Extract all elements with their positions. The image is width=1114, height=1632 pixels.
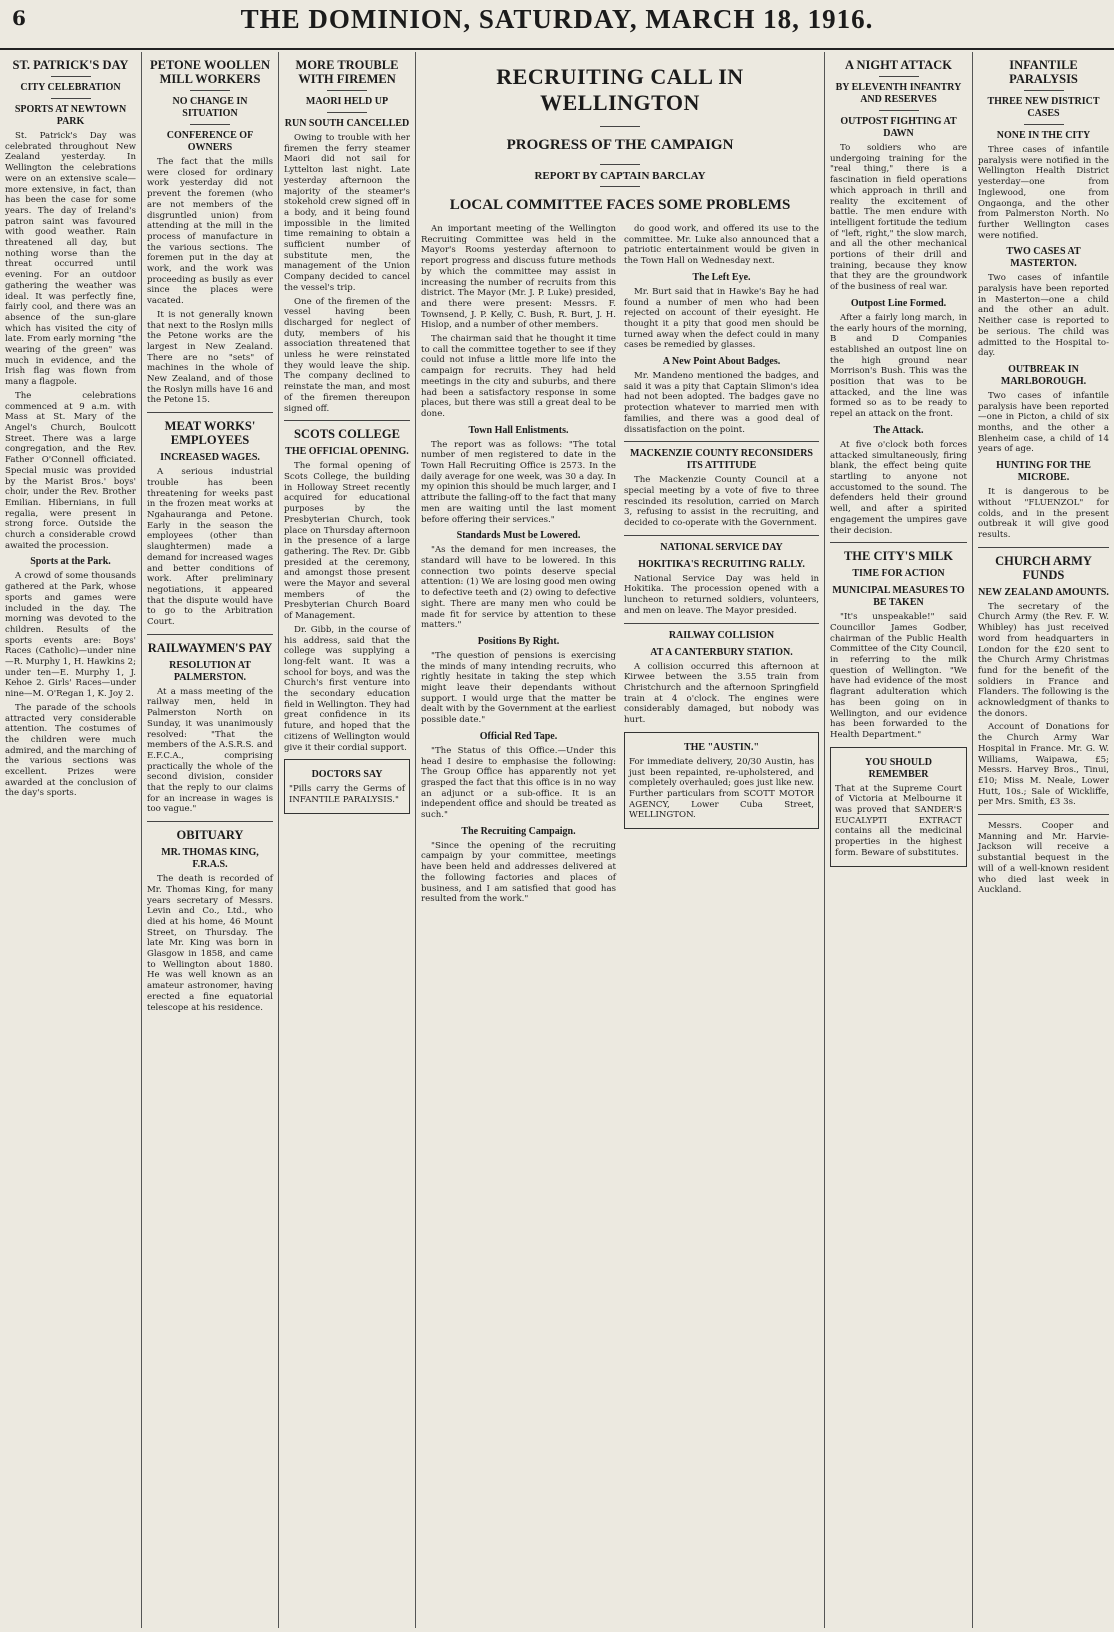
article-paragraph: "It's unspeakable!" said Councillor James Godber, chairman of the Public Health Committee of the City Council, in referring to the milk question of Wellington. "We have had evidence of the most flagrant adulteration which has been going on in Wellington, and our evidence has been forwarded to the Health Department." [830,612,967,740]
article-subheading: HOKITIKA'S RECRUITING RALLY. [638,558,805,570]
section-subheading: Official Red Tape. [479,730,558,742]
article-subheading: CITY CELEBRATION [20,82,121,93]
ad-heading: THE "AUSTIN." [683,741,759,753]
divider [879,110,919,111]
divider [51,98,91,99]
article-paragraph: Two cases of infantile paralysis have been reported in Masterton—one a child and the other an adult. Neither case is reported to be serious. The child was admitted to the Hospital to-day. [978,273,1109,359]
divider [624,441,819,442]
article-paragraph: Dr. Gibb, in the course of his address, said that the college was supplying a long-felt want. It was a school for boys, and was the Church's first venture into the secondary education field in Wellington. They had great confidence in its future, and hoped that the citizens of Wellington would give it their cordial support. [284,624,410,753]
article-paragraph: "The question of pensions is exercising the minds of many intending recruits, who rightly hesitate in taking the step which might leave their dependants without support. I would urge that the matter be dealt with by the Government at the earliest possible date." [421,650,616,726]
divider [600,164,640,165]
article-subheading: MAORI HELD UP [305,96,389,107]
article-paragraph: Mr. Mandeno mentioned the badges, and said it was a pity that Captain Slimon's idea had not been adopted. The badges gave no protection whatever to married men with families, and there was a good deal of dissatisfaction on the point. [624,371,819,435]
section-subheading: HUNTING FOR THE MICROBE. [996,460,1091,484]
article-heading: MEAT WORKS' EMPLOYEES [164,419,256,448]
section-subheading: The Left Eye. [692,271,751,283]
divider [190,90,230,91]
article-paragraph: At five o'clock both forces attacked simultaneously, firing blank, the effect being quite startling to anyone not accustomed to the sound. The defenders held their ground well, and after a spirited engagement the umpires gave their decision. [830,439,967,536]
article-subheading: INCREASED WAGES. [160,452,260,464]
divider [147,634,273,635]
article-paragraph: The formal opening of Scots College, the building in Holloway Street recently acquired for educational purposes by the Presbyterian Church, took place on Thursday afternoon in the presence of a large gathering. The Rev. Dr. Gibb presided at the ceremony, and amongst those present were the Mayor and several members of the Presbyterian Church Board of Management. [284,461,410,622]
section-subheading: Outpost Line Formed. [850,297,947,309]
ad-text: For immediate delivery, 20/30 Austin, has just been repainted, re-upholstered, and completely overhauled; goes just like new. Further particulars from SCOTT MOTOR AGENCY, Lower Cuba Street, WELLINGTON. [629,756,814,821]
advertisement [830,747,967,867]
article-paragraph: The chairman said that he thought it time to call the committee together to see if they could not infuse a little more life into the campaign for recruits. They had held meetings in the city and suburbs, and there had been a satisfactory response in some places, but there was still a great deal to be done. [421,334,616,419]
article-paragraph: Mr. Burt said that in Hawke's Bay he had found a number of men who had been rejected on account of their eyesight. He thought it a pity that good men should be turned away when the defect could in many cases be remedied by glasses. [624,286,819,351]
article-heading: A NIGHT ATTACK [845,58,952,72]
article-paragraph: At a mass meeting of the railway men, held in Palmerston North on Sunday, it was unanimously resolved: "That the members of the A.S.R.S. and E.F.C.A., comprising practically the whole of the second division, consider that the reply to our claims for an increase in wages is too vague." [147,686,273,815]
article-subheading: CONFERENCE OF OWNERS [166,130,254,153]
article-paragraph: A collision occurred this afternoon at Kirwee between the 3.55 train from Christchurch and the afternoon Springfield train at 4 o'clock. The engines were considerably damaged, but nobody was hurt. [624,661,819,726]
article-subheading: MR. THOMAS KING, F.R.A.S. [161,847,259,871]
section-subheading: TWO CASES AT MASTERTON. [1006,246,1081,270]
article-heading: SCOTS COLLEGE [294,427,400,442]
article-paragraph: The Mackenzie County Council at a special meeting by a vote of five to three rescinded its resolution, carried on March 3, refusing to assist in the recruiting, and decided to co-operate with the Government. [624,475,819,529]
article-paragraph: Account of Donations for the Church Army War Hospital in France. Mr. G. W. Williams, Waipawa, £5; Messrs. Harvey Bros., Tinui, £10; Miss M. Neale, Lower Hutt, 10s.; Sale of Wickliffe, per Mrs. Smith, £3 3s. [978,722,1109,808]
divider [1024,90,1064,91]
article-heading: RAILWAYMEN'S PAY [147,640,273,655]
article-paragraph: The secretary of the Church Army (the Rev. F. W. Whibley) has just received word from headquarters in London for the £20 sent to the Church Army Christmas fund for the benefit of the soldiers in France and Flanders. The following is the acknowledgment of thanks to the donors. [978,601,1109,719]
main-headline: RECRUITING CALL IN WELLINGTON [496,64,744,115]
divider [624,623,819,624]
column-firemen [279,56,415,1626]
article-subheading: RESOLUTION AT PALMERSTON. [169,659,251,683]
article-paragraph: National Service Day was held in Hokitika. The procession opened with a luncheon to returned soldiers, volunteers, and men on leave. The Mayor presided. [624,573,819,616]
section-subheading: Sports at the Park. [30,556,111,568]
article-subheading: MUNICIPAL MEASURES TO BE TAKEN [832,585,965,609]
column-recruiting [416,56,824,1626]
section-subheading: A New Point About Badges. [662,356,781,368]
article-paragraph: do good work, and offered its use to the committee. Mr. Luke also announced that a patriotic entertainment would be given in the Town Hall on Wednesday next. [624,224,819,267]
article-paragraph: "As the demand for men increases, the standard will have to be lowered. In this connection two points deserve special attention: (1) We are losing good men owing to defective teeth and (2) owing to defective sight. There are many men who could be made fit for service by attention to these matters." [421,545,616,631]
article-heading: THE CITY'S MILK [843,549,954,564]
column-night-attack [825,56,972,1626]
article-subheading: TIME FOR ACTION [852,568,945,580]
divider [327,90,367,91]
divider [147,412,273,413]
article-subheading: RUN SOUTH CANCELLED [284,118,410,129]
ad-heading: YOU SHOULD REMEMBER [865,756,932,780]
article-deck: LOCAL COMMITTEE FACES SOME PROBLEMS [449,197,791,213]
divider [327,112,367,113]
article-paragraph: To soldiers who are undergoing training for the "real thing," there is a fascination in field operations which approach in thrill and reality the excitement of battle. The men endure with intelligent fortitude the tedium of "left, right," the slow march, and all the other mechanical portions of their drill and training, because they know that they are the groundwork of the business of real war. [830,143,967,293]
article-paragraph: The parade of the schools attracted very considerable attention. The costumes of the children were much admired, and the marching of the various sections was excellent. Prizes were awarded at the conclusion of the day's sports. [5,702,136,799]
article-paragraph: St. Patrick's Day was celebrated throughout New Zealand yesterday. In Wellington the celebrations were on an extensive scale—more extensive, in fact, than has been the case for some years. The day of Ireland's patron saint was favoured with good weather. Rain threatened all day, but nothing worse than the threat occurred until evening. For an outdoor gathering the weather was ideal. It was perfectly fine, fairly cool, and there was an absence of the sun-glare which has visited the city of late. From early morning "the wearing of the green" was much in evidence, and the Irish flag was flown from many a flagpole. [5,131,136,388]
divider [600,126,640,127]
article-paragraph: Owing to trouble with her firemen the ferry steamer Maori did not sail for Lyttelton last night. Late yesterday afternoon the majority of the steamer's stokehold crew signed off in a body, and it being found impossible in the limited time remaining to obtain a sufficient number of substitute men, the management of the Union Company decided to cancel the vessel's trip. [284,133,410,293]
article-subheading: OUTPOST FIGHTING AT DAWN [840,116,957,139]
advertisement [624,732,819,829]
divider [284,420,410,421]
article-subheading: NONE IN THE CITY [996,130,1091,141]
divider [624,535,819,536]
section-subheading: OUTBREAK IN MARLBOROUGH. [1000,363,1087,387]
article-heading: PETONE WOOLLEN MILL WORKERS [149,58,271,86]
article-paragraph: After a fairly long march, in the early hours of the morning, B and D Companies established an outpost line on the high ground near Morrison's Bush. This was the position that was to be attacked, and the line was formed so as to be ready to repel an attack on the front. [830,312,967,420]
article-paragraph: One of the firemen of the vessel having been discharged for neglect of duty, members of his association threatened that unless he were reinstated they would leave the ship. The company declined to reinstate the man, and most of the firemen thereupon signed off. [284,296,410,414]
masthead [0,0,1114,50]
article-heading: NATIONAL SERVICE DAY [660,541,783,553]
article-subheading: THREE NEW DISTRICT CASES [987,96,1100,119]
ad-text: "Pills carry the Germs of INFANTILE PARALYSIS." [289,784,405,805]
article-subheading: THE OFFICIAL OPENING. [285,446,409,458]
divider [978,547,1109,548]
ad-text: That at the Supreme Court of Victoria at Melbourne it was proved that SANDER'S EUCALYPTI EXTRACT contains all the medicinal properties in the highest form. Beware of substitutes. [835,783,962,858]
right-subcolumn [624,224,819,908]
divider [1024,124,1064,125]
article-paragraph: It is not generally known that next to the Roslyn mills the Petone works are the largest in New Zealand. There are no "sets" of machines in the whole of New Zealand, and of those the Roslyn mills have 16 and the Petone 15. [147,309,273,406]
divider [600,186,640,187]
page-number: 6 [12,6,26,30]
article-paragraph: An important meeting of the Wellington Recruiting Committee was held in the Mayor's Rooms yesterday afternoon to report progress and discuss future methods by which the committee may assist in increasing the number of recruits from this district. The Mayor (Mr. J. P. Luke) presided, and there were present: Messrs. F. Townsend, J. P. Kelly, C. Bush, R. Burt, J. H. Hislop, and a number of other members. [421,224,616,331]
article-heading: CHURCH ARMY FUNDS [995,553,1092,582]
column-infantile-paralysis [973,56,1114,1626]
article-heading: ST. PATRICK'S DAY [12,58,129,72]
section-subheading: Standards Must be Lowered. [456,530,581,542]
article-heading: INFANTILE PARALYSIS [1009,58,1078,86]
article-paragraph: Messrs. Cooper and Manning and Mr. Harvie-Jackson will receive a substantial bequest in the will of a well-known resident who died last week in Auckland. [978,821,1109,896]
article-heading: MACKENZIE COUNTY RECONSIDERS ITS ATTITUDE [630,448,813,472]
article-paragraph: The death is recorded of Mr. Thomas King, for many years secretary of Messrs. Levin and Co., Ltd., who died at his home, 46 Mount Street, on Thursday. The late Mr. King was born in Glasgow in 1858, and came to Wellington about 1880. He was well known as an amateur astronomer, having erected a fine equatorial telescope at his residence. [147,874,273,1013]
article-subheading: NEW ZEALAND AMOUNTS. [978,586,1109,598]
divider [879,76,919,77]
two-column-body [421,224,819,908]
article-paragraph: The fact that the mills were closed for ordinary work yesterday did not prevent the foremen (who are not members of the disgruntled union) from attending at the mill in the process of manufacture in the various sections. The foremen put in the day at work, and the work was proceeding as busily as ever since the places were vacated. [147,157,273,307]
article-subheading: SPORTS AT NEWTOWN PARK [14,104,127,127]
article-byline: REPORT BY CAPTAIN BARCLAY [534,170,706,182]
column-st-patricks [0,56,141,1626]
newspaper-title: THE DOMINION, SATURDAY, MARCH 18, 1916. [240,4,874,34]
column-petone [142,56,278,1626]
article-subheading: AT A CANTERBURY STATION. [650,646,793,658]
article-paragraph: Three cases of infantile paralysis were notified in the Wellington Health District yesterday—one from Inglewood, one from Ongaonga, and the other from Palmerston North. No further Wellington cases were notified. [978,145,1109,241]
article-subheading: NO CHANGE IN SITUATION [172,96,248,119]
article-subheading: PROGRESS OF THE CAMPAIGN [506,137,734,153]
article-heading: RAILWAY COLLISION [668,629,775,641]
article-paragraph: The celebrations commenced at 9 a.m. with Mass at St. Mary of the Angel's Church, Boulcott Street. There was a large congregation, and the Rev. Father O'Connell officiated. Special music was provided by the Marist Bros.' boys' choir, under the Rev. Brother Emilian. Hibernians, in full regalia, were present in strong force. Outside the church a considerable crowd awaited the procession. [5,390,136,551]
section-subheading: Town Hall Enlistments. [468,424,569,436]
divider [978,814,1109,815]
article-subheading: BY ELEVENTH INFANTRY AND RESERVES [835,82,962,105]
divider [51,76,91,77]
section-subheading: The Attack. [873,424,924,436]
divider [830,542,967,543]
left-subcolumn [421,224,616,908]
article-heading: MORE TROUBLE WITH FIREMEN [295,58,399,86]
article-paragraph: Two cases of infantile paralysis have been reported—one in Picton, a child of six months, and the other a Blenheim case, a child of 14 years of age. [978,390,1109,455]
divider [147,821,273,822]
section-subheading: The Recruiting Campaign. [461,825,576,837]
article-heading: OBITUARY [176,828,244,843]
article-paragraph: "The Status of this Office.—Under this head I desire to emphasise the following: The Group Office has apparently not yet grasped the fact that this office is in no way an adjunct or a sub-office. It is an independent office and should be treated as such." [421,745,616,821]
article-paragraph: "Since the opening of the recruiting campaign by your committee, meetings have been held and addresses delivered at the following factories and places of business, and I am satisfied that good has resulted from the work." [421,840,616,905]
article-paragraph: A crowd of some thousands gathered at the Park, whose sports and games were included in the day. The morning was devoted to the children. Results of the sports events are: Boys' Races (Catholic)—under nine—R. Murphy 1, H. Hawkins 2; under ten—E. Murphy 1, J. Kehoe 2. Girls' Races—under nine—M. O'Regan 1, K. Joy 2. [5,571,136,700]
divider [190,124,230,125]
article-paragraph: A serious industrial trouble has been threatening for weeks past in the frozen meat works at Ngahauranga and Petone. Early in the season the employees (other than slaughtermen) made a demand for increased wages and better conditions of work. After preliminary negotiations, it appeared that the dispute would have to go to the Arbitration Court. [147,467,273,628]
ad-heading: DOCTORS SAY [311,769,383,781]
section-subheading: Positions By Right. [477,635,560,647]
article-paragraph: It is dangerous to be without "FLUENZOL" for colds, and in the present outbreak it will give good results. [978,487,1109,540]
article-paragraph: The report was as follows: "The total number of men registered to date in the Town Hall Recruiting Office is 2573. In the daily average for one week, was 30 a day. In my opinion this should be much larger, and I attribute the falling-off to the fact that many men are waiting until the last moment before offering their services." [421,439,616,525]
advertisement [284,759,410,813]
